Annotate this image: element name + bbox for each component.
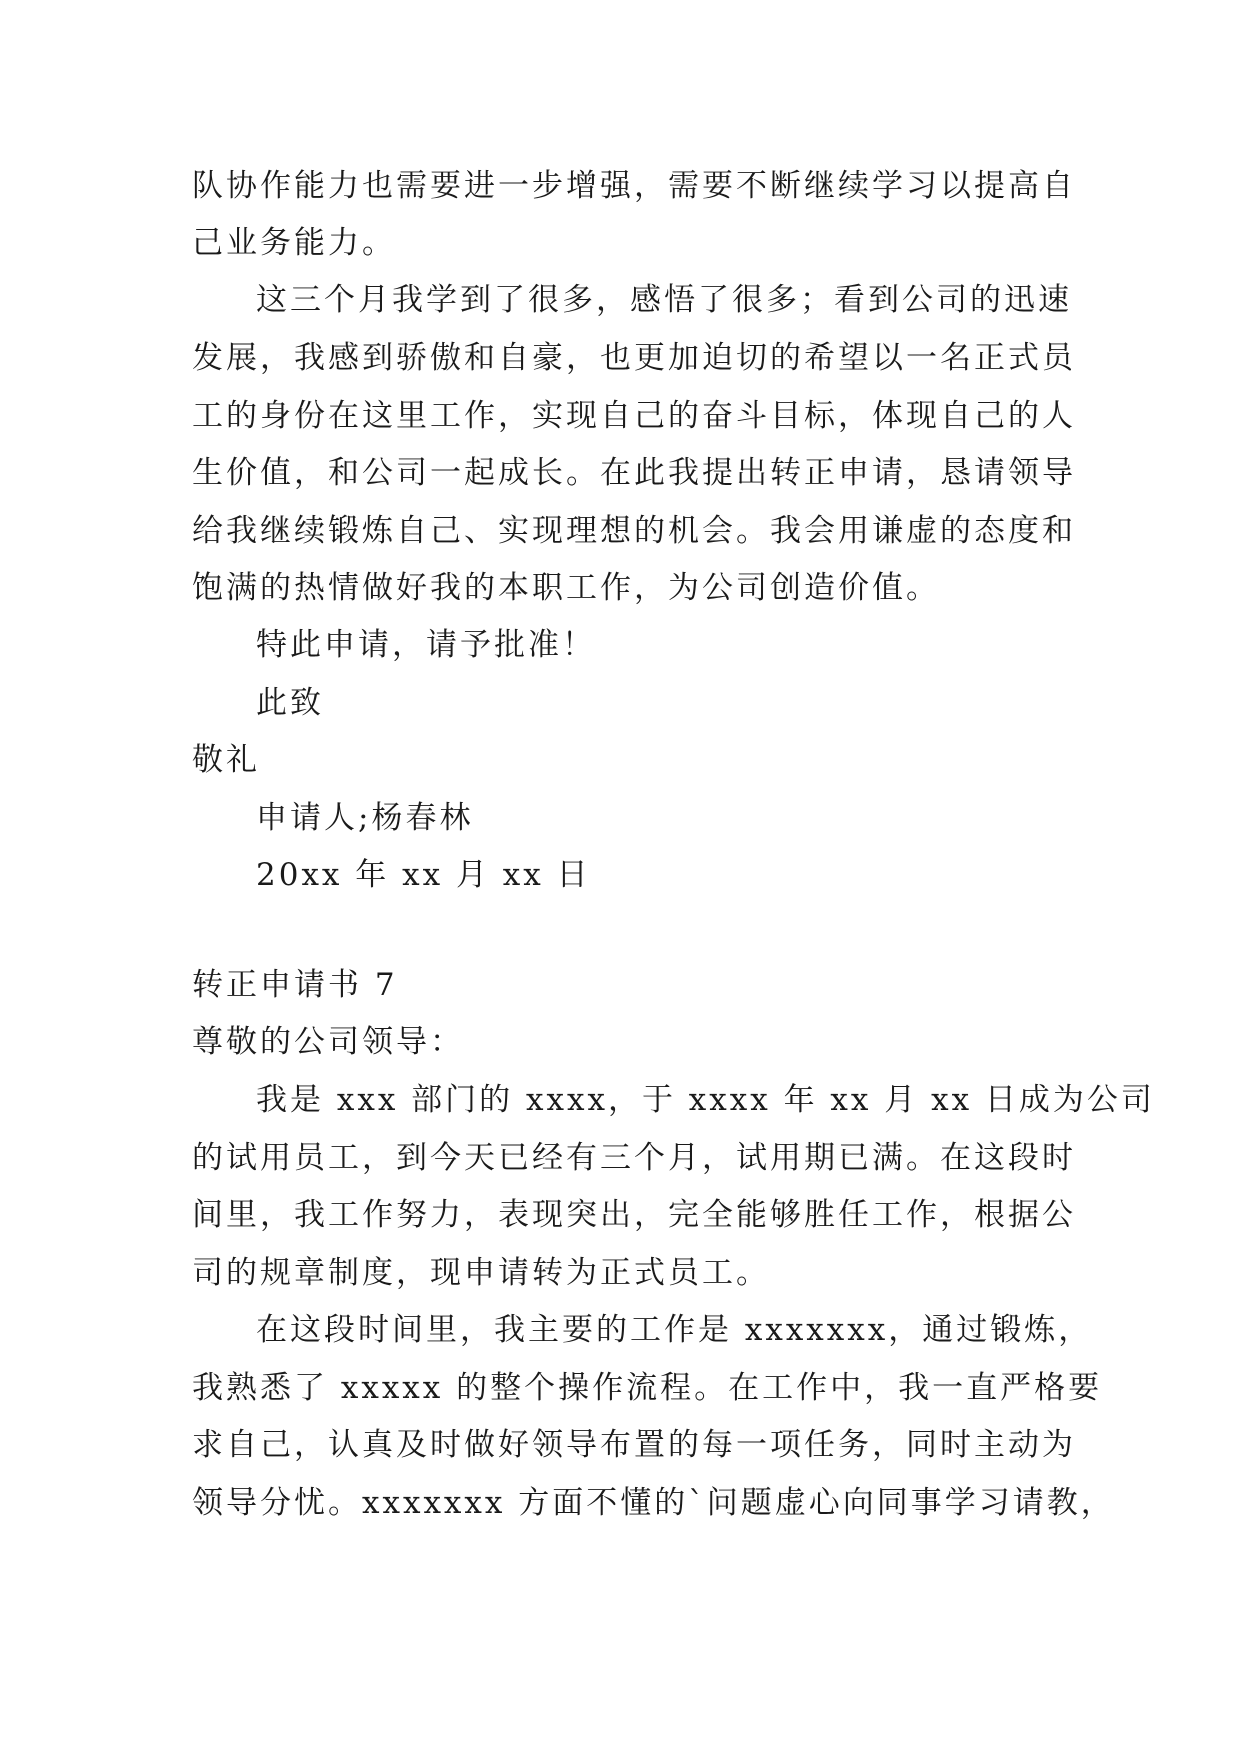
text-line: 饱满的热情做好我的本职工作，为公司创造价值。	[192, 570, 940, 606]
text-line: 求自己，认真及时做好领导布置的每一项任务，同时主动为	[192, 1427, 1076, 1463]
text-line: 间里，我工作努力，表现突出，完全能够胜任工作，根据公	[192, 1197, 1076, 1233]
text-line: 敬礼	[192, 742, 260, 778]
text-line: 己业务能力。	[192, 225, 396, 261]
text-line: 这三个月我学到了很多，感悟了很多；看到公司的迅速	[256, 282, 1072, 318]
text-line: 给我继续锻炼自己、实现理想的机会。我会用谦虚的态度和	[192, 513, 1076, 549]
text-line: 我熟悉了 xxxxx 的整个操作流程。在工作中，我一直严格要	[192, 1370, 1103, 1406]
signature-line: 申请人;杨春林	[256, 800, 474, 836]
text-line: 此致	[256, 685, 324, 721]
text-line: 我是 xxx 部门的 xxxx，于 xxxx 年 xx 月 xx 日成为公司	[256, 1082, 1155, 1118]
section-title: 转正申请书 7	[192, 967, 398, 1003]
text-line: 领导分忧。xxxxxxx 方面不懂的`问题虚心向同事学习请教，	[192, 1485, 1115, 1521]
text-line: 司的规章制度，现申请转为正式员工。	[192, 1255, 770, 1291]
text-line: 队协作能力也需要进一步增强，需要不断继续学习以提高自	[192, 168, 1076, 204]
salutation: 尊敬的公司领导：	[192, 1024, 464, 1060]
text-line: 生价值，和公司一起成长。在此我提出转正申请，恳请领导	[192, 455, 1076, 491]
text-line: 的试用员工，到今天已经有三个月，试用期已满。在这段时	[192, 1140, 1076, 1176]
text-line: 发展，我感到骄傲和自豪，也更加迫切的希望以一名正式员	[192, 340, 1076, 376]
date-line: 20xx 年 xx 月 xx 日	[256, 857, 591, 893]
text-line: 特此申请，请予批准！	[256, 627, 596, 663]
text-line: 在这段时间里，我主要的工作是 xxxxxxx，通过锻炼，	[256, 1312, 1093, 1348]
text-line: 工的身份在这里工作，实现自己的奋斗目标，体现自己的人	[192, 398, 1076, 434]
